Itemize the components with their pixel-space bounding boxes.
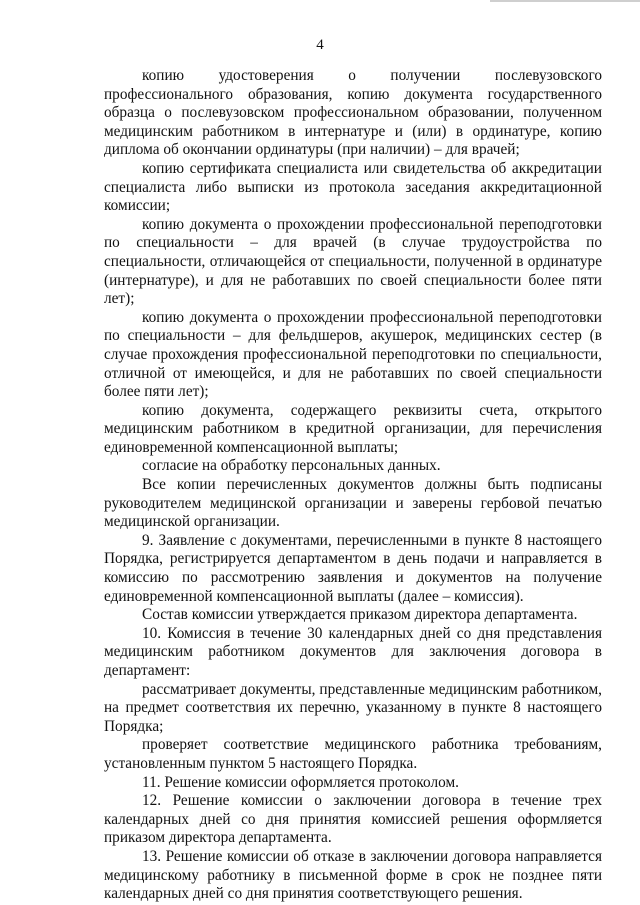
paragraph-item-10: 10. Комиссия в течение 30 календарных дней со дня представления медицинским работником документов для заключения договора в департамент:: [104, 624, 602, 679]
paragraph-postgraduate-copy: копию удостоверения о получении послевузовского профессионального образования, копию документа государственного образца о послевузовском профессиональном образовании, полученном медицинским работником в интернатуре и (или) в ординатуре, копию диплома об окончании ординатуры (при наличии) – для врачей;: [104, 67, 602, 159]
page-number: 4: [316, 37, 324, 53]
paragraph-item-9: 9. Заявление с документами, перечисленными в пункте 8 настоящего Порядка, регистрируется департаментом в день подачи и направляется в комиссию по рассмотрению заявления и документов на получение единовременной компенсационной выплаты (далее – комиссия).: [104, 531, 602, 605]
paragraph-certificate-copy: копию сертификата специалиста или свидетельства об аккредитации специалиста либо выписки из протокола заседания аккредитационной комиссии;: [104, 159, 602, 215]
paragraph-item-11: 11. Решение комиссии оформляется протоколом.: [142, 773, 459, 791]
document-body: [104, 67, 602, 904]
paragraph-copies-certified: Все копии перечисленных документов должны быть подписаны руководителем медицинской организации и заверены гербовой печатью медицинской организации.: [104, 476, 602, 531]
paragraph-retraining-nurses: копию документа о прохождении профессиональной переподготовки по специальности – для фельдшеров, акушерок, медицинских сестер (в случае прохождения профессиональной переподготовки по специальности, отличной от имеющейся, и для не работавших по своей специальности более пяти лет);: [104, 308, 602, 401]
paragraph-data-consent: согласие на обработку персональных данных.: [142, 457, 441, 475]
paragraph-checks-requirements: проверяет соответствие медицинского работника требованиям, установленным пунктом 5 настоящего Порядка.: [104, 736, 602, 772]
paragraph-item-12: 12. Решение комиссии о заключении договора в течение трех календарных дней со дня принятия комиссией решения оформляется приказом директора департамента.: [104, 792, 602, 847]
paragraph-reviews-documents: рассматривает документы, представленные медицинским работником, на предмет соответствия их перечню, указанному в пункте 8 настоящего Порядка;: [104, 680, 602, 735]
paragraph-item-13: 13. Решение комиссии об отказе в заключении договора направляется медицинскому работнику в письменной форме в срок не позднее пяти календарных дней со дня принятия соответствующего решения.: [104, 847, 602, 903]
paragraph-commission-composition: Состав комиссии утверждается приказом директора департамента.: [142, 606, 578, 624]
scan-edge-line: [490, 0, 640, 2]
paragraph-retraining-doctors: копию документа о прохождении профессиональной переподготовки по специальности – для врачей (в случае трудоустройства по специальности, отличающейся от специальности, полученной в ординатуре (интернатуре), и для не работавших по своей специальности более пяти лет);: [104, 215, 602, 308]
paragraph-bank-account: копию документа, содержащего реквизиты счета, открытого медицинским работником в кредитной организации, для перечисления единовременной компенсационной выплаты;: [104, 401, 602, 456]
